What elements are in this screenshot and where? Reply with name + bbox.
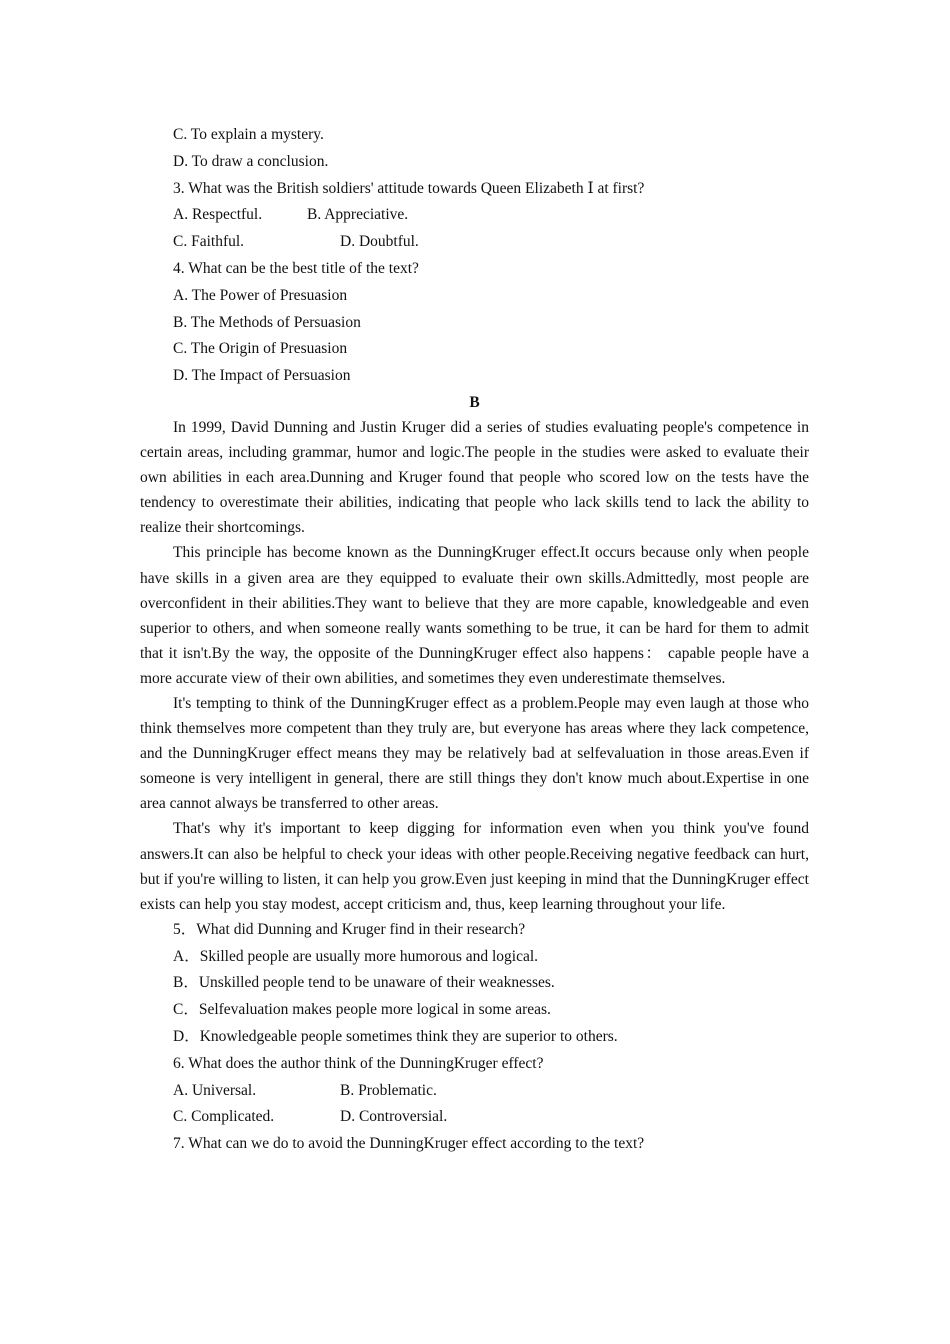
q3-option-c: C. Faithful. — [173, 233, 245, 251]
q6-option-c: C. Complicated. — [173, 1108, 275, 1126]
question-4: 4. What can be the best title of the text? — [173, 259, 419, 277]
option-d-top: D. To draw a conclusion. — [173, 152, 329, 170]
section-heading: B — [469, 393, 480, 411]
passage-paragraph-2: This principle has become known as the DunningKruger effect.It occurs because only when people have skills in a given area are they equipped to evaluate their own skills.Admittedly, most people are overconfident in their abilities.They want to believe that they are more capable, knowledgeable and even superior to others, and when someone really wants something to be true, it can be hard for them to admit that it isn't.By the way, the opposite of the DunningKruger effect also happens： capable people have a more accurate view of their own abilities, and sometimes they even underestimate themselves. — [140, 544, 809, 687]
question-7: 7. What can we do to avoid the DunningKruger effect according to the text? — [173, 1135, 645, 1153]
q4-option-d: D. The Impact of Persuasion — [173, 367, 351, 385]
question-5: 5．What did Dunning and Kruger find in their research? — [173, 920, 526, 938]
question-3: 3. What was the British soldiers' attitude towards Queen Elizabeth Ⅰ at first? — [173, 179, 645, 197]
q4-option-b: B. The Methods of Persuasion — [173, 313, 361, 331]
question-6-row2 — [140, 1104, 809, 1131]
question-6: 6. What does the author think of the DunningKruger effect? — [173, 1054, 544, 1072]
q3-option-b: B. Appreciative. — [307, 206, 409, 224]
q5-option-d: D．Knowledgeable people sometimes think they are superior to others. — [173, 1028, 618, 1046]
exam-page — [140, 122, 809, 1158]
q5-option-a: A．Skilled people are usually more humorous and logical. — [173, 947, 539, 965]
q6-option-b: B. Problematic. — [340, 1081, 437, 1099]
question-3-row1 — [140, 202, 809, 229]
q6-option-a: A. Universal. — [173, 1081, 257, 1099]
q4-option-c: C. The Origin of Presuasion — [173, 340, 348, 358]
passage-paragraph-4: That's why it's important to keep digging for information even when you think you've found answers.It can also be helpful to check your ideas with other people.Receiving negative feedback can hurt, but if you're willing to listen, it can help you grow.Even just keeping in mind that the DunningKruger effect exists can help you stay modest, accept criticism and, thus, keep learning throughout your life. — [140, 820, 809, 913]
q6-option-d: D. Controversial. — [340, 1108, 448, 1126]
question-6-row1 — [140, 1078, 809, 1105]
q3-option-d: D. Doubtful. — [340, 233, 419, 251]
question-3-row2 — [140, 229, 809, 256]
q4-option-a: A. The Power of Presuasion — [173, 286, 348, 304]
q5-option-c: C．Selfevaluation makes people more logical in some areas. — [173, 1001, 551, 1019]
passage-paragraph-3: It's tempting to think of the DunningKruger effect as a problem.People may even laugh at those who think themselves more competent than they truly are, but everyone has areas where they lack competence, and the DunningKruger effect means they may be relatively bad at selfevaluation in those areas.Even if someone is very intelligent in general, there are still things they don't know much about.Expertise in one area cannot always be transferred to other areas. — [140, 695, 809, 813]
passage-paragraph-1: In 1999, David Dunning and Justin Kruger did a series of studies evaluating people's competence in certain areas, including grammar, humor and logic.The people in the studies were asked to evaluate their own abilities in each area.Dunning and Kruger found that people who scored low on the tests have the tendency to overestimate their abilities, indicating that people who lack skills tend to lack the ability to realize their shortcomings. — [140, 418, 809, 537]
option-c-top: C. To explain a mystery. — [173, 126, 324, 143]
q3-option-a: A. Respectful. — [173, 206, 263, 224]
q5-option-b: B．Unskilled people tend to be unaware of their weaknesses. — [173, 974, 555, 992]
